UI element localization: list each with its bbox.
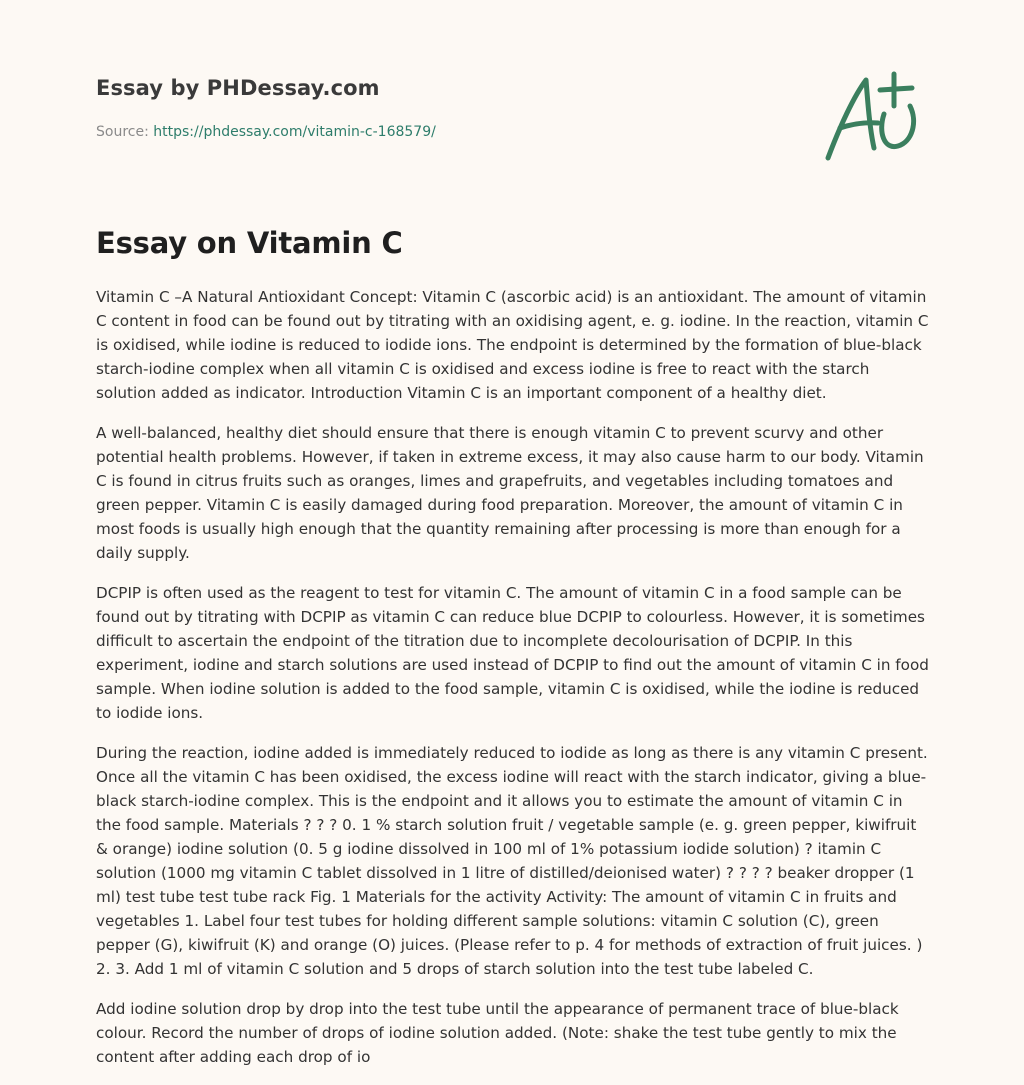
- source-label: Source:: [96, 124, 149, 140]
- essay-paragraph: DCPIP is often used as the reagent to test for vitamin C. The amount of vitamin C in a food sample can be found out by titrating with DCPIP as vitamin C can reduce blue DCPIP to colourless. However, it is sometimes difficult to ascertain the endpoint of the titration due to incomplete decolourisation of DCPIP. In this experiment, iodine and starch solutions are used instead of DCPIP to find out the amount of vitamin C in food sample. When iodine solution is added to the food sample, vitamin C is oxidised, while the iodine is reduced to iodide ions.: [96, 584, 929, 722]
- essay-paragraph: Add iodine solution drop by drop into the test tube until the appearance of permanent trace of blue-black colour. Record the number of drops of iodine solution added. (Note: shake the test tube gently to mix the content after adding each drop of io: [96, 1000, 899, 1066]
- source-link[interactable]: https://phdessay.com/vitamin-c-168579/: [153, 124, 436, 140]
- source-line: [96, 124, 436, 140]
- essay-paragraph: Vitamin C –A Natural Antioxidant Concept: Vitamin C (ascorbic acid) is an antioxidant. The amount of vitamin C content in food can be found out by titrating with an oxidising agent, e. g. iodine. In the reaction, vitamin C is oxidised, while iodine is reduced to iodide ions. The endpoint is determined by the formation of blue-black starch-iodine complex when all vitamin C is oxidised and excess iodine is free to react with the starch solution added as indicator. Introduction Vitamin C is an important component of a healthy diet.: [96, 288, 929, 402]
- essay-body: [96, 285, 932, 1085]
- essay-title: Essay on Vitamin C: [96, 226, 403, 260]
- essay-paragraph: A well-balanced, healthy diet should ensure that there is enough vitamin C to prevent scurvy and other potential health problems. However, if taken in extreme excess, it may also cause harm to our body. Vitamin C is found in citrus fruits such as oranges, limes and grapefruits, and vegetables including tomatoes and green pepper. Vitamin C is easily damaged during food preparation. Moreover, the amount of vitamin C in most foods is usually high enough that the quantity remaining after processing is more than enough for a daily supply.: [96, 424, 924, 562]
- site-brand-title: Essay by PHDessay.com: [96, 76, 380, 100]
- essay-paragraph: During the reaction, iodine added is immediately reduced to iodide as long as there is any vitamin C present. Once all the vitamin C has been oxidised, the excess iodine will react with the starch indicator, giving a blue-black starch-iodine complex. This is the endpoint and it allows you to estimate the amount of vitamin C in the food sample. Materials ? ? ? 0. 1 % starch solution fruit / vegetable sample (e. g. green pepper, kiwifruit & orange) iodine solution (0. 5 g iodine dissolved in 100 ml of 1% potassium iodide solution) ? itamin C solution (1000 mg vitamin C tablet dissolved in 1 litre of distilled/deionised water) ? ? ? ? beaker dropper (1 ml) test tube test tube rack Fig. 1 Materials for the activity Activity: The amount of vitamin C in fruits and vegetables 1. Label four test tubes for holding different sample solutions: vitamin C solution (C), green pepper (G), kiwifruit (K) and orange (O) juices. (Please refer to p. 4 for methods of extraction of fruit juices. ) 2. 3. Add 1 ml of vitamin C solution and 5 drops of starch solution into the test tube labeled C.: [96, 744, 928, 978]
- a-plus-logo-icon: [820, 66, 930, 166]
